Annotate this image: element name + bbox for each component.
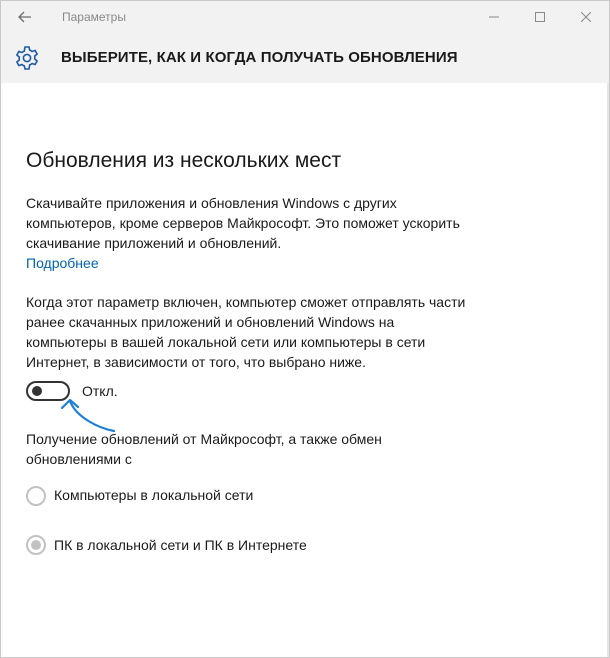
scrollbar-track[interactable] [607,83,609,657]
section-title: Обновления из нескольких мест [26,149,342,172]
radio-local-and-internet[interactable] [26,535,46,555]
window-title: Параметры [62,10,126,24]
description-text: Скачивайте приложения и обновления Windows с других компьютеров, кроме серверов Майкрософт. Это поможет ускорить скачивание приложений и обновлений. [26,195,460,251]
page-title: ВЫБЕРИТЕ, КАК И КОГДА ПОЛУЧАТЬ ОБНОВЛЕНИЯ [61,49,458,66]
close-button[interactable] [563,1,609,33]
page-header [1,33,609,83]
minimize-icon [489,12,499,22]
maximize-icon [535,12,545,22]
back-arrow-icon [18,11,32,23]
maximize-button[interactable] [517,1,563,33]
radio-label-local-and-internet: ПК в локальной сети и ПК в Интернете [54,537,307,553]
radio-local-network[interactable] [26,486,46,506]
toggle-description-text: Когда этот параметр включен, компьютер сможет отправлять части ранее скачанных приложений и обновлений Windows на компьютеры в вашей локальной сети или компьютеры в сети Интернет, в зависимости от того, что выбрано ниже. [26,294,466,370]
gear-icon [13,44,41,72]
toggle-knob [32,386,42,396]
close-icon [581,12,591,22]
options-heading: Получение обновлений от Майкрософт, а также обмен обновлениями с [26,431,382,467]
radio-label-local-network: Компьютеры в локальной сети [54,487,254,503]
title-bar [1,1,609,33]
learn-more-link[interactable]: Подробнее [26,255,99,271]
back-button[interactable] [9,1,41,33]
minimize-button[interactable] [471,1,517,33]
toggle-state-label: Откл. [82,383,118,399]
